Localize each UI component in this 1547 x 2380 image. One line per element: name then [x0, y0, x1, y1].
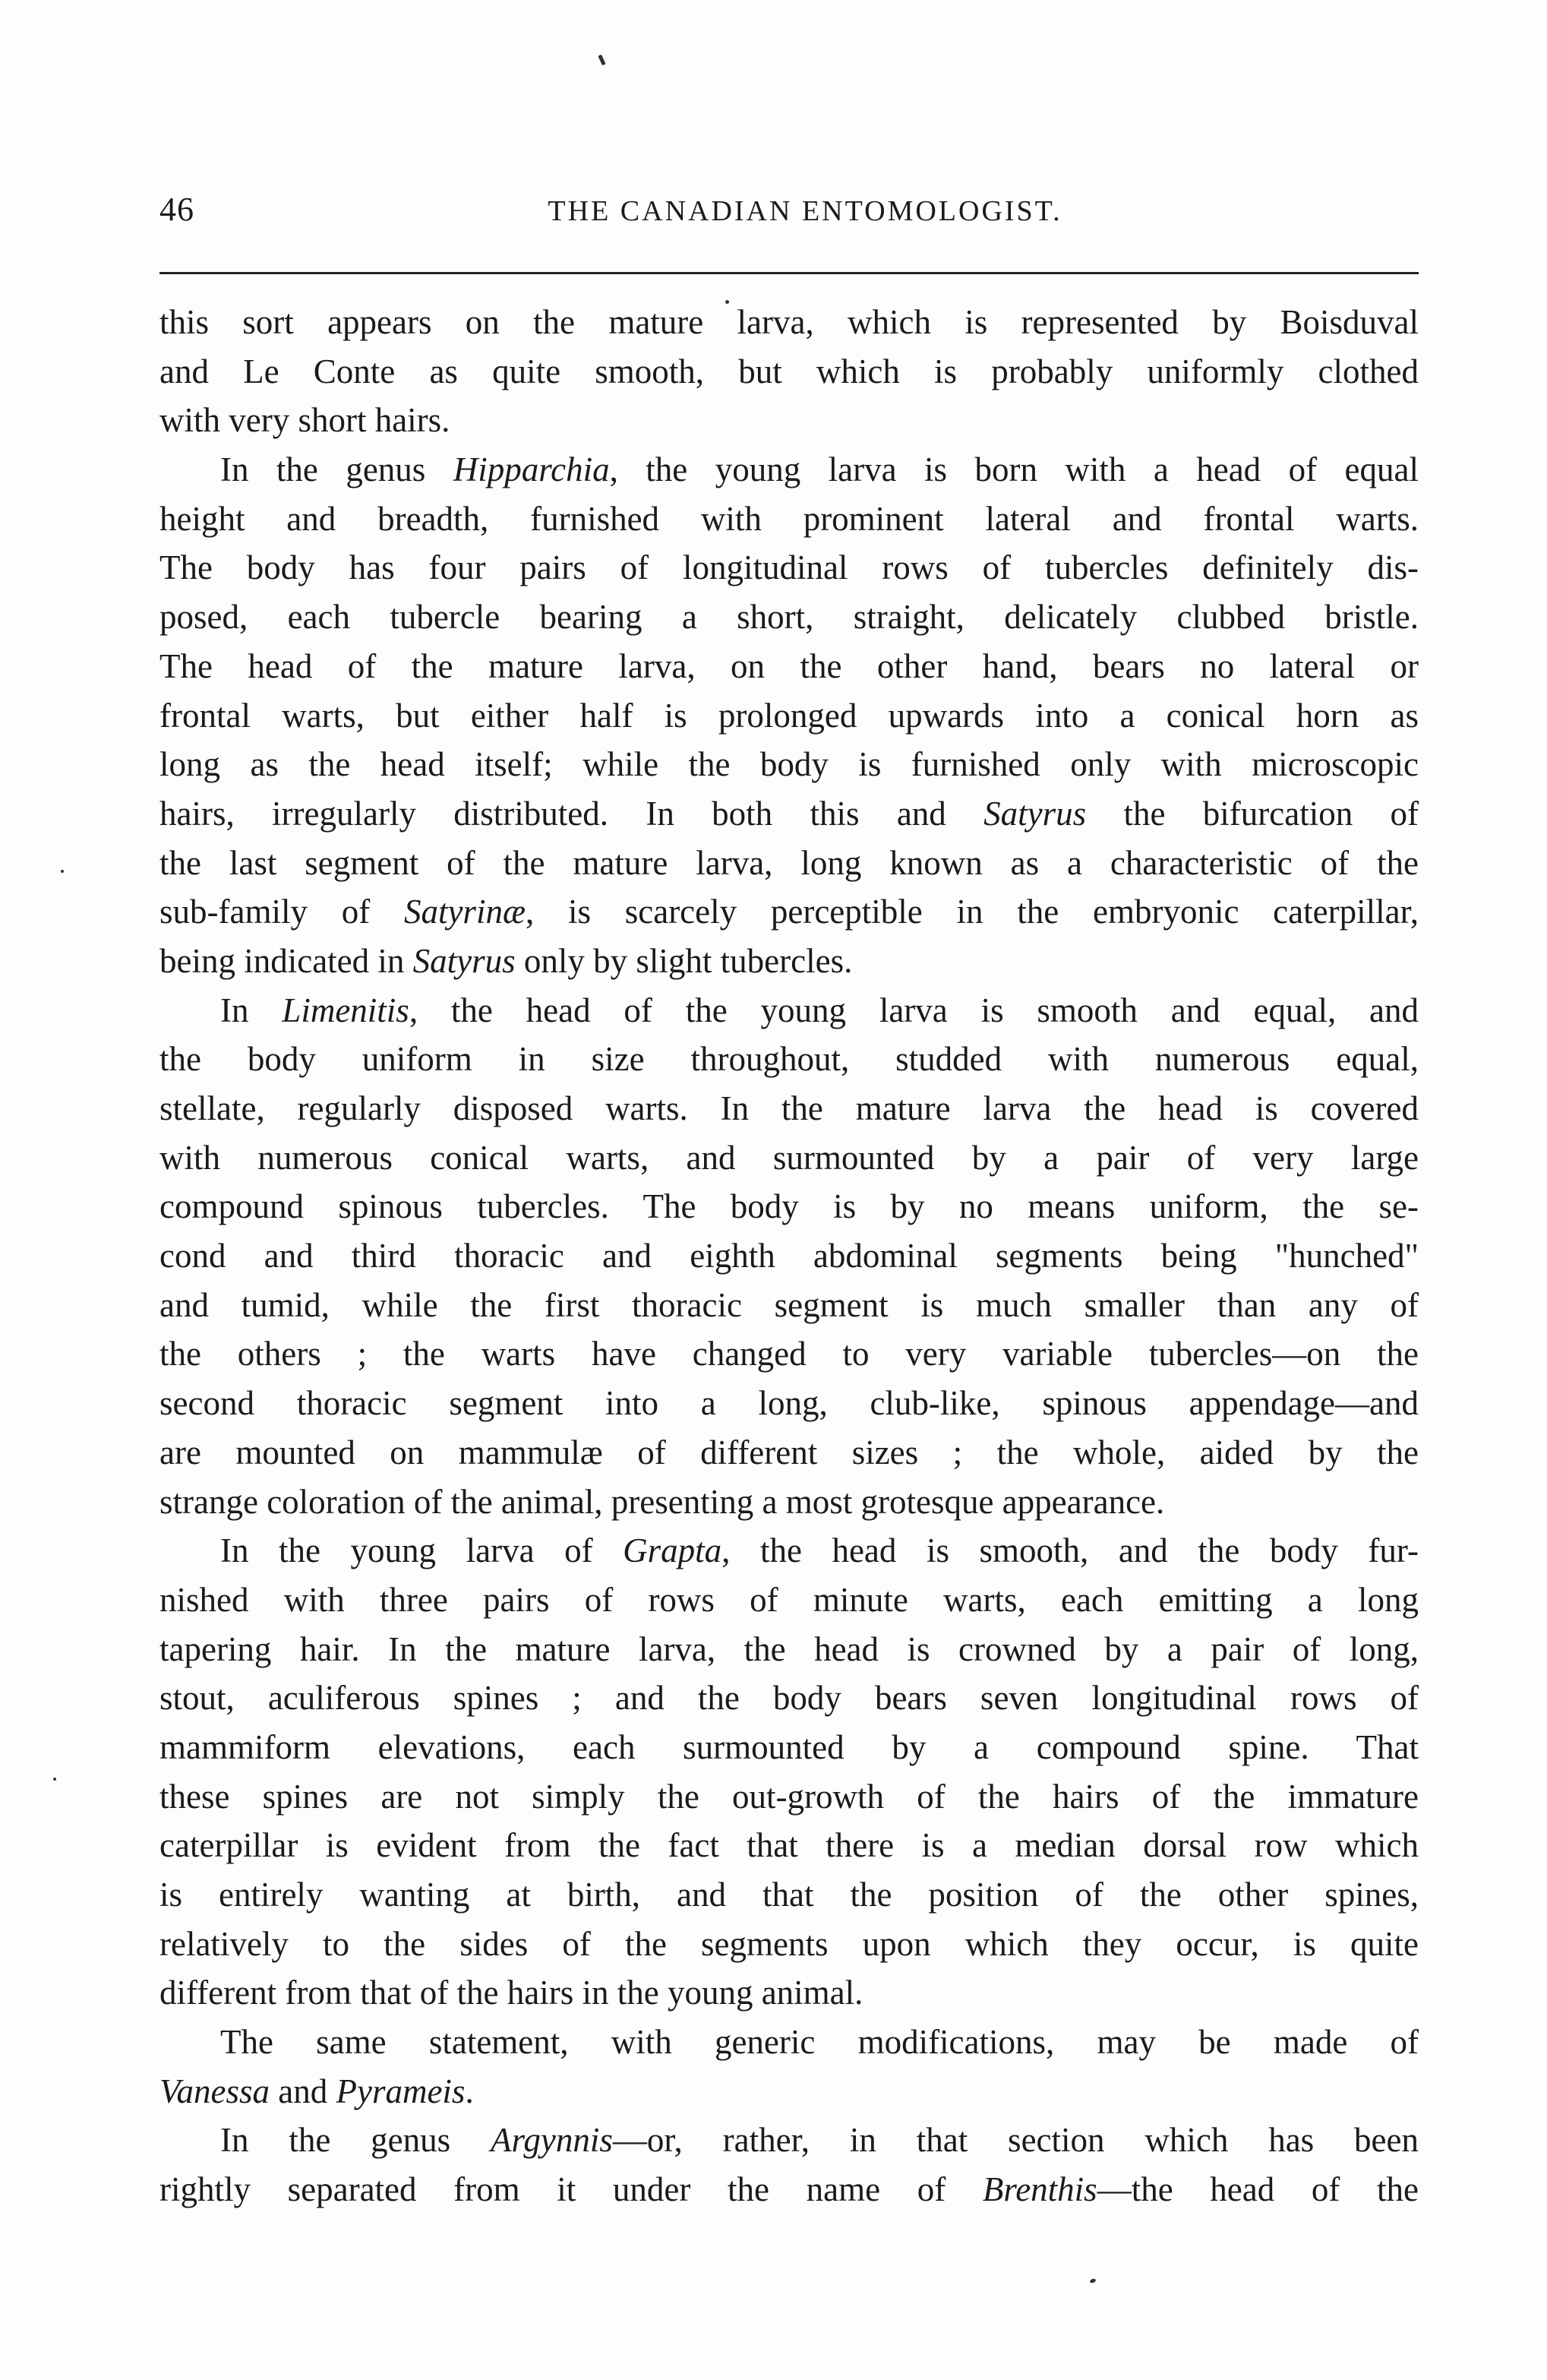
- text-line: second thoracic segment into a long, club-like, spinous appendage—and: [159, 1384, 1419, 1423]
- text-line: cond and third thoracic and eighth abdominal segments being "hunched": [159, 1237, 1419, 1275]
- text-line: compound spinous tubercles. The body is by no means uniform, the se-: [159, 1187, 1419, 1226]
- italic-term: Argynnis: [491, 2121, 613, 2160]
- text-line: stellate, regularly disposed warts. In the mature larva the head is covered: [159, 1089, 1419, 1127]
- italic-term: Satyrus: [412, 941, 516, 980]
- italic-term: Vanessa: [159, 2072, 270, 2110]
- italic-term: Pyrameis: [336, 2072, 466, 2110]
- ink-speck: [598, 55, 605, 66]
- text-line: with numerous conical warts, and surmounted by a pair of very large: [159, 1138, 1419, 1177]
- text-line: The head of the mature larva, on the other hand, bears no lateral or: [159, 646, 1419, 685]
- text-line: In the young larva of Grapta, the head is smooth, and the body fur-: [220, 1531, 1419, 1570]
- text-line: hairs, irregularly distributed. In both this and Satyrus the bifurcation of: [159, 794, 1419, 833]
- italic-term: Satyrinæ: [403, 893, 526, 931]
- text-line: relatively to the sides of the segments upon which they occur, is quite: [159, 1924, 1419, 1963]
- text-line: the others ; the warts have changed to very variable tubercles—on the: [159, 1335, 1419, 1373]
- text-line: are mounted on mammulæ of different sizes ; the whole, aided by the: [159, 1433, 1419, 1471]
- paragraph: [159, 1526, 1419, 2018]
- text-line: The body has four pairs of longitudinal rows of tubercles definitely dis-: [159, 548, 1419, 587]
- paragraph: [159, 445, 1419, 986]
- italic-term: Satyrus: [983, 794, 1087, 833]
- text-line: mammiform elevations, each surmounted by a compound spine. That: [159, 1727, 1419, 1766]
- text-line: In Limenitis, the head of the young larva is smooth and equal, and: [220, 991, 1419, 1029]
- text-line: is entirely wanting at birth, and that the position of the other spines,: [159, 1876, 1419, 1914]
- text-line: rightly separated from it under the name of Brenthis—the head of the: [159, 2170, 1419, 2209]
- text-line: and tumid, while the first thoracic segment is much smaller than any of: [159, 1285, 1419, 1324]
- page-number: 46: [159, 191, 194, 228]
- text-line: height and breadth, furnished with prominent lateral and frontal warts.: [159, 499, 1419, 538]
- text-line: these spines are not simply the out-growth of the hairs of the immature: [159, 1777, 1419, 1816]
- text-line: this sort appears on the mature larva, which is represented by Boisduval: [159, 303, 1419, 341]
- text-line: with very short hairs.: [159, 401, 450, 440]
- ink-speck: [61, 870, 64, 873]
- italic-term: Hipparchia: [453, 450, 610, 489]
- header-rule: [159, 272, 1419, 274]
- text-line: strange coloration of the animal, presenting a most grotesque appearance.: [159, 1482, 1165, 1521]
- text-line: The same statement, with generic modifications, may be made of: [220, 2023, 1419, 2062]
- paragraph: [159, 2018, 1419, 2116]
- text-line: the body uniform in size throughout, studded with numerous equal,: [159, 1040, 1419, 1079]
- text-line: tapering hair. In the mature larva, the head is crowned by a pair of long,: [159, 1629, 1419, 1668]
- text-line: different from that of the hairs in the young animal.: [159, 1974, 863, 2012]
- italic-term: Grapta: [623, 1531, 722, 1570]
- text-line: In the genus Hipparchia, the young larva is born with a head of equal: [220, 450, 1419, 489]
- paragraph: [159, 2116, 1419, 2214]
- text-line: nished with three pairs of rows of minute warts, each emitting a long: [159, 1580, 1419, 1619]
- paragraph: [159, 298, 1419, 445]
- text-line: caterpillar is evident from the fact that there is a median dorsal row which: [159, 1826, 1419, 1865]
- italic-term: Brenthis: [982, 2170, 1097, 2209]
- ink-speck: [53, 1778, 56, 1781]
- ink-speck: [1089, 2278, 1096, 2284]
- text-line: being indicated in Satyrus only by slight tubercles.: [159, 941, 853, 980]
- body-text: [159, 298, 1419, 2214]
- page-header: [159, 190, 1420, 243]
- text-line: Vanessa and Pyrameis.: [159, 2072, 474, 2110]
- italic-term: Limenitis: [282, 991, 409, 1029]
- text-line: long as the head itself; while the body is furnished only with microscopic: [159, 745, 1419, 784]
- text-line: stout, aculiferous spines ; and the body bears seven longitudinal rows of: [159, 1679, 1419, 1718]
- text-line: frontal warts, but either half is prolonged upwards into a conical horn as: [159, 696, 1419, 735]
- running-title: THE CANADIAN ENTOMOLOGIST.: [548, 195, 1062, 227]
- text-line: sub-family of Satyrinæ, is scarcely perceptible in the embryonic caterpillar,: [159, 893, 1419, 931]
- text-line: posed, each tubercle bearing a short, straight, delicately clubbed bristle.: [159, 598, 1419, 637]
- text-line: In the genus Argynnis—or, rather, in that section which has been: [220, 2121, 1419, 2160]
- text-line: the last segment of the mature larva, long known as a characteristic of the: [159, 843, 1419, 882]
- text-line: and Le Conte as quite smooth, but which is probably uniformly clothed: [159, 352, 1419, 390]
- paragraph: [159, 986, 1419, 1527]
